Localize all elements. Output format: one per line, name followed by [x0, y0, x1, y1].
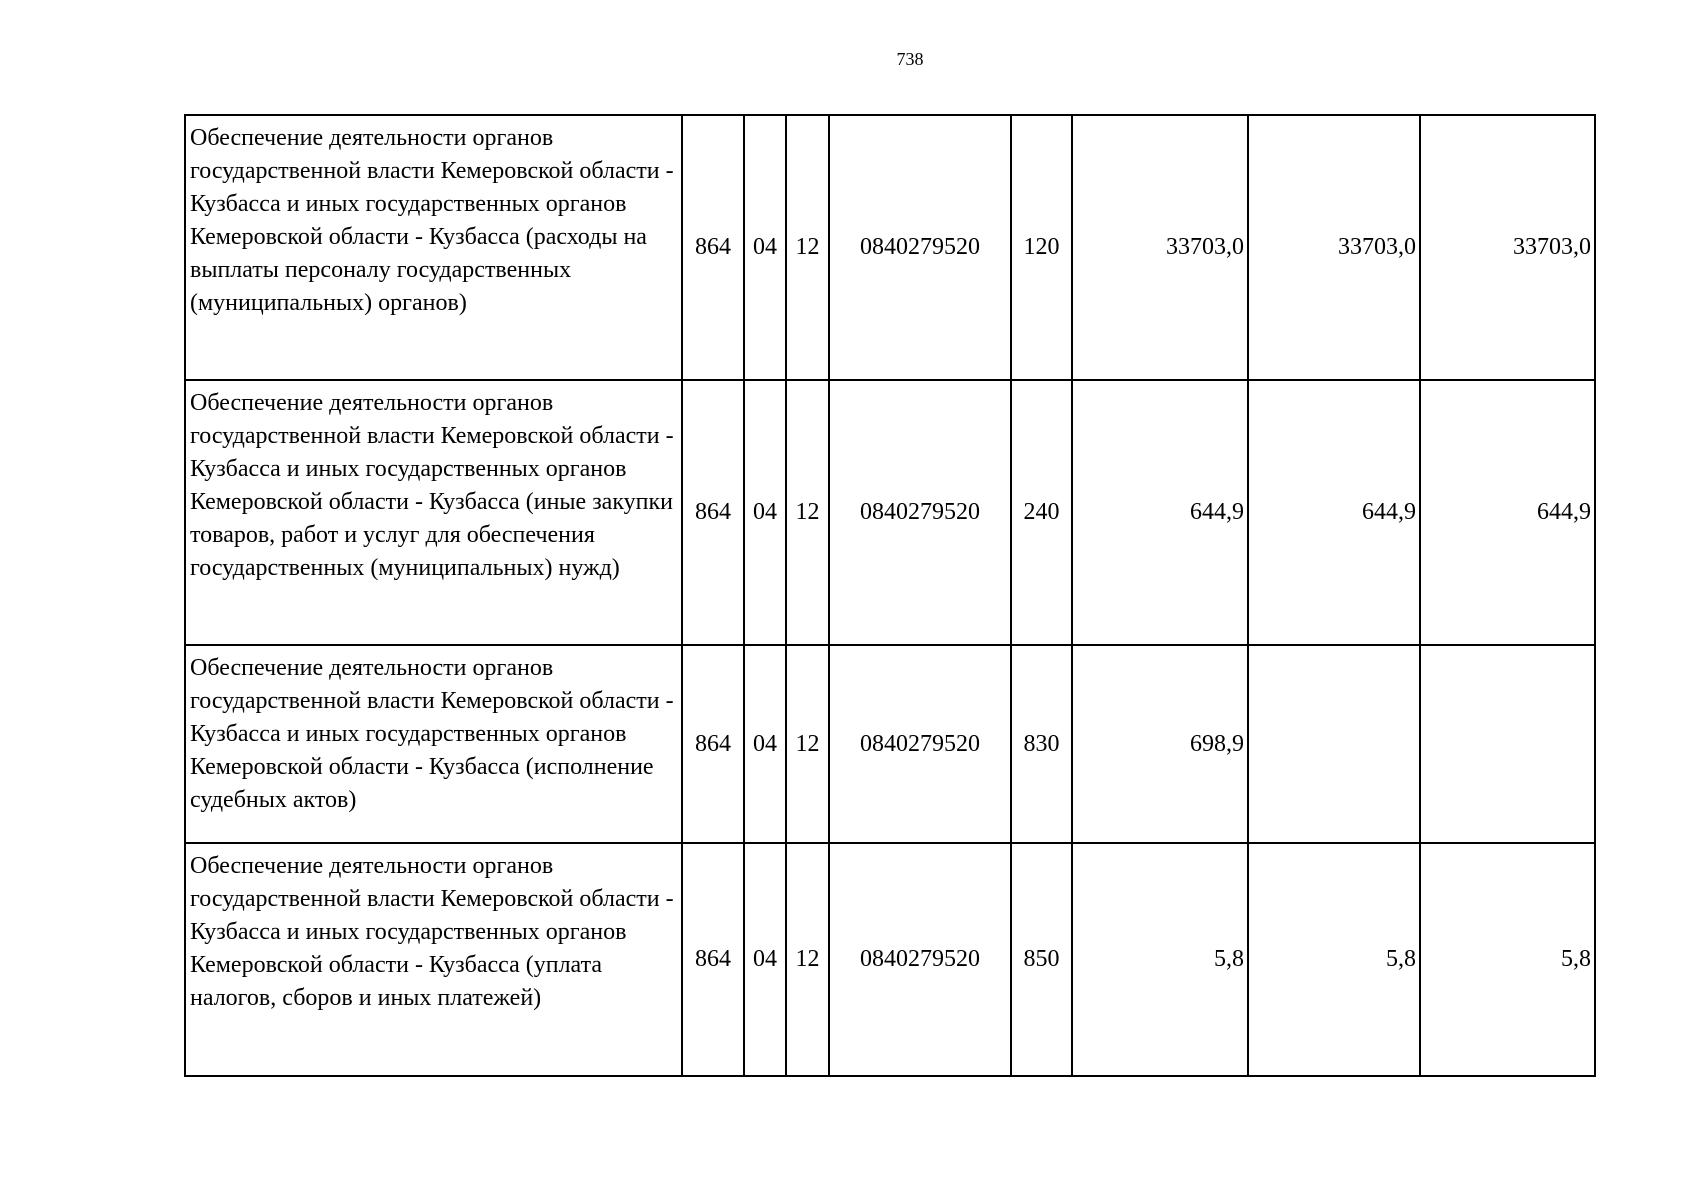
- section-code: 04: [744, 380, 786, 645]
- row-description: Обеспечение деятельности органов государственной власти Кемеровской области - Кузбасса и иных государственных органов Кемеровской области - Кузбасса (уплата налогов, сборов и иных платежей): [185, 843, 682, 1076]
- target-article-code: 0840279520: [829, 380, 1011, 645]
- subsection-code: 12: [786, 380, 829, 645]
- expense-type-code: 830: [1011, 645, 1072, 843]
- row-description: Обеспечение деятельности органов государственной власти Кемеровской области - Кузбасса и иных государственных органов Кемеровской области - Кузбасса (расходы на выплаты персоналу государственных (муниципальных) органов): [185, 115, 682, 380]
- target-article-code: 0840279520: [829, 115, 1011, 380]
- ministry-code: 864: [682, 115, 744, 380]
- expense-type-code: 120: [1011, 115, 1072, 380]
- expense-type-code: 850: [1011, 843, 1072, 1076]
- expense-type-code: 240: [1011, 380, 1072, 645]
- subsection-code: 12: [786, 843, 829, 1076]
- amount-1: 644,9: [1072, 380, 1248, 645]
- section-code: 04: [744, 843, 786, 1076]
- amount-1: 698,9: [1072, 645, 1248, 843]
- ministry-code: 864: [682, 645, 744, 843]
- amount-1: 33703,0: [1072, 115, 1248, 380]
- section-code: 04: [744, 115, 786, 380]
- amount-3: 33703,0: [1420, 115, 1595, 380]
- amount-3: 5,8: [1420, 843, 1595, 1076]
- ministry-code: 864: [682, 843, 744, 1076]
- section-code: 04: [744, 645, 786, 843]
- amount-2: 33703,0: [1248, 115, 1420, 380]
- budget-table: [184, 114, 1596, 1077]
- row-description: Обеспечение деятельности органов государственной власти Кемеровской области - Кузбасса и иных государственных органов Кемеровской области - Кузбасса (исполнение судебных актов): [185, 645, 682, 843]
- ministry-code: 864: [682, 380, 744, 645]
- subsection-code: 12: [786, 115, 829, 380]
- amount-1: 5,8: [1072, 843, 1248, 1076]
- amount-2: 644,9: [1248, 380, 1420, 645]
- amount-3: 644,9: [1420, 380, 1595, 645]
- row-description: Обеспечение деятельности органов государственной власти Кемеровской области - Кузбасса и иных государственных органов Кемеровской области - Кузбасса (иные закупки товаров, работ и услуг для обеспечения государственных (муниципальных) нужд): [185, 380, 682, 645]
- subsection-code: 12: [786, 645, 829, 843]
- target-article-code: 0840279520: [829, 843, 1011, 1076]
- target-article-code: 0840279520: [829, 645, 1011, 843]
- amount-2: 5,8: [1248, 843, 1420, 1076]
- table-row: [185, 380, 1595, 645]
- table-row: [185, 843, 1595, 1076]
- amount-2: [1248, 645, 1420, 843]
- table-row: [185, 645, 1595, 843]
- table-row: [185, 115, 1595, 380]
- amount-3: [1420, 645, 1595, 843]
- page-number: 738: [896, 49, 924, 69]
